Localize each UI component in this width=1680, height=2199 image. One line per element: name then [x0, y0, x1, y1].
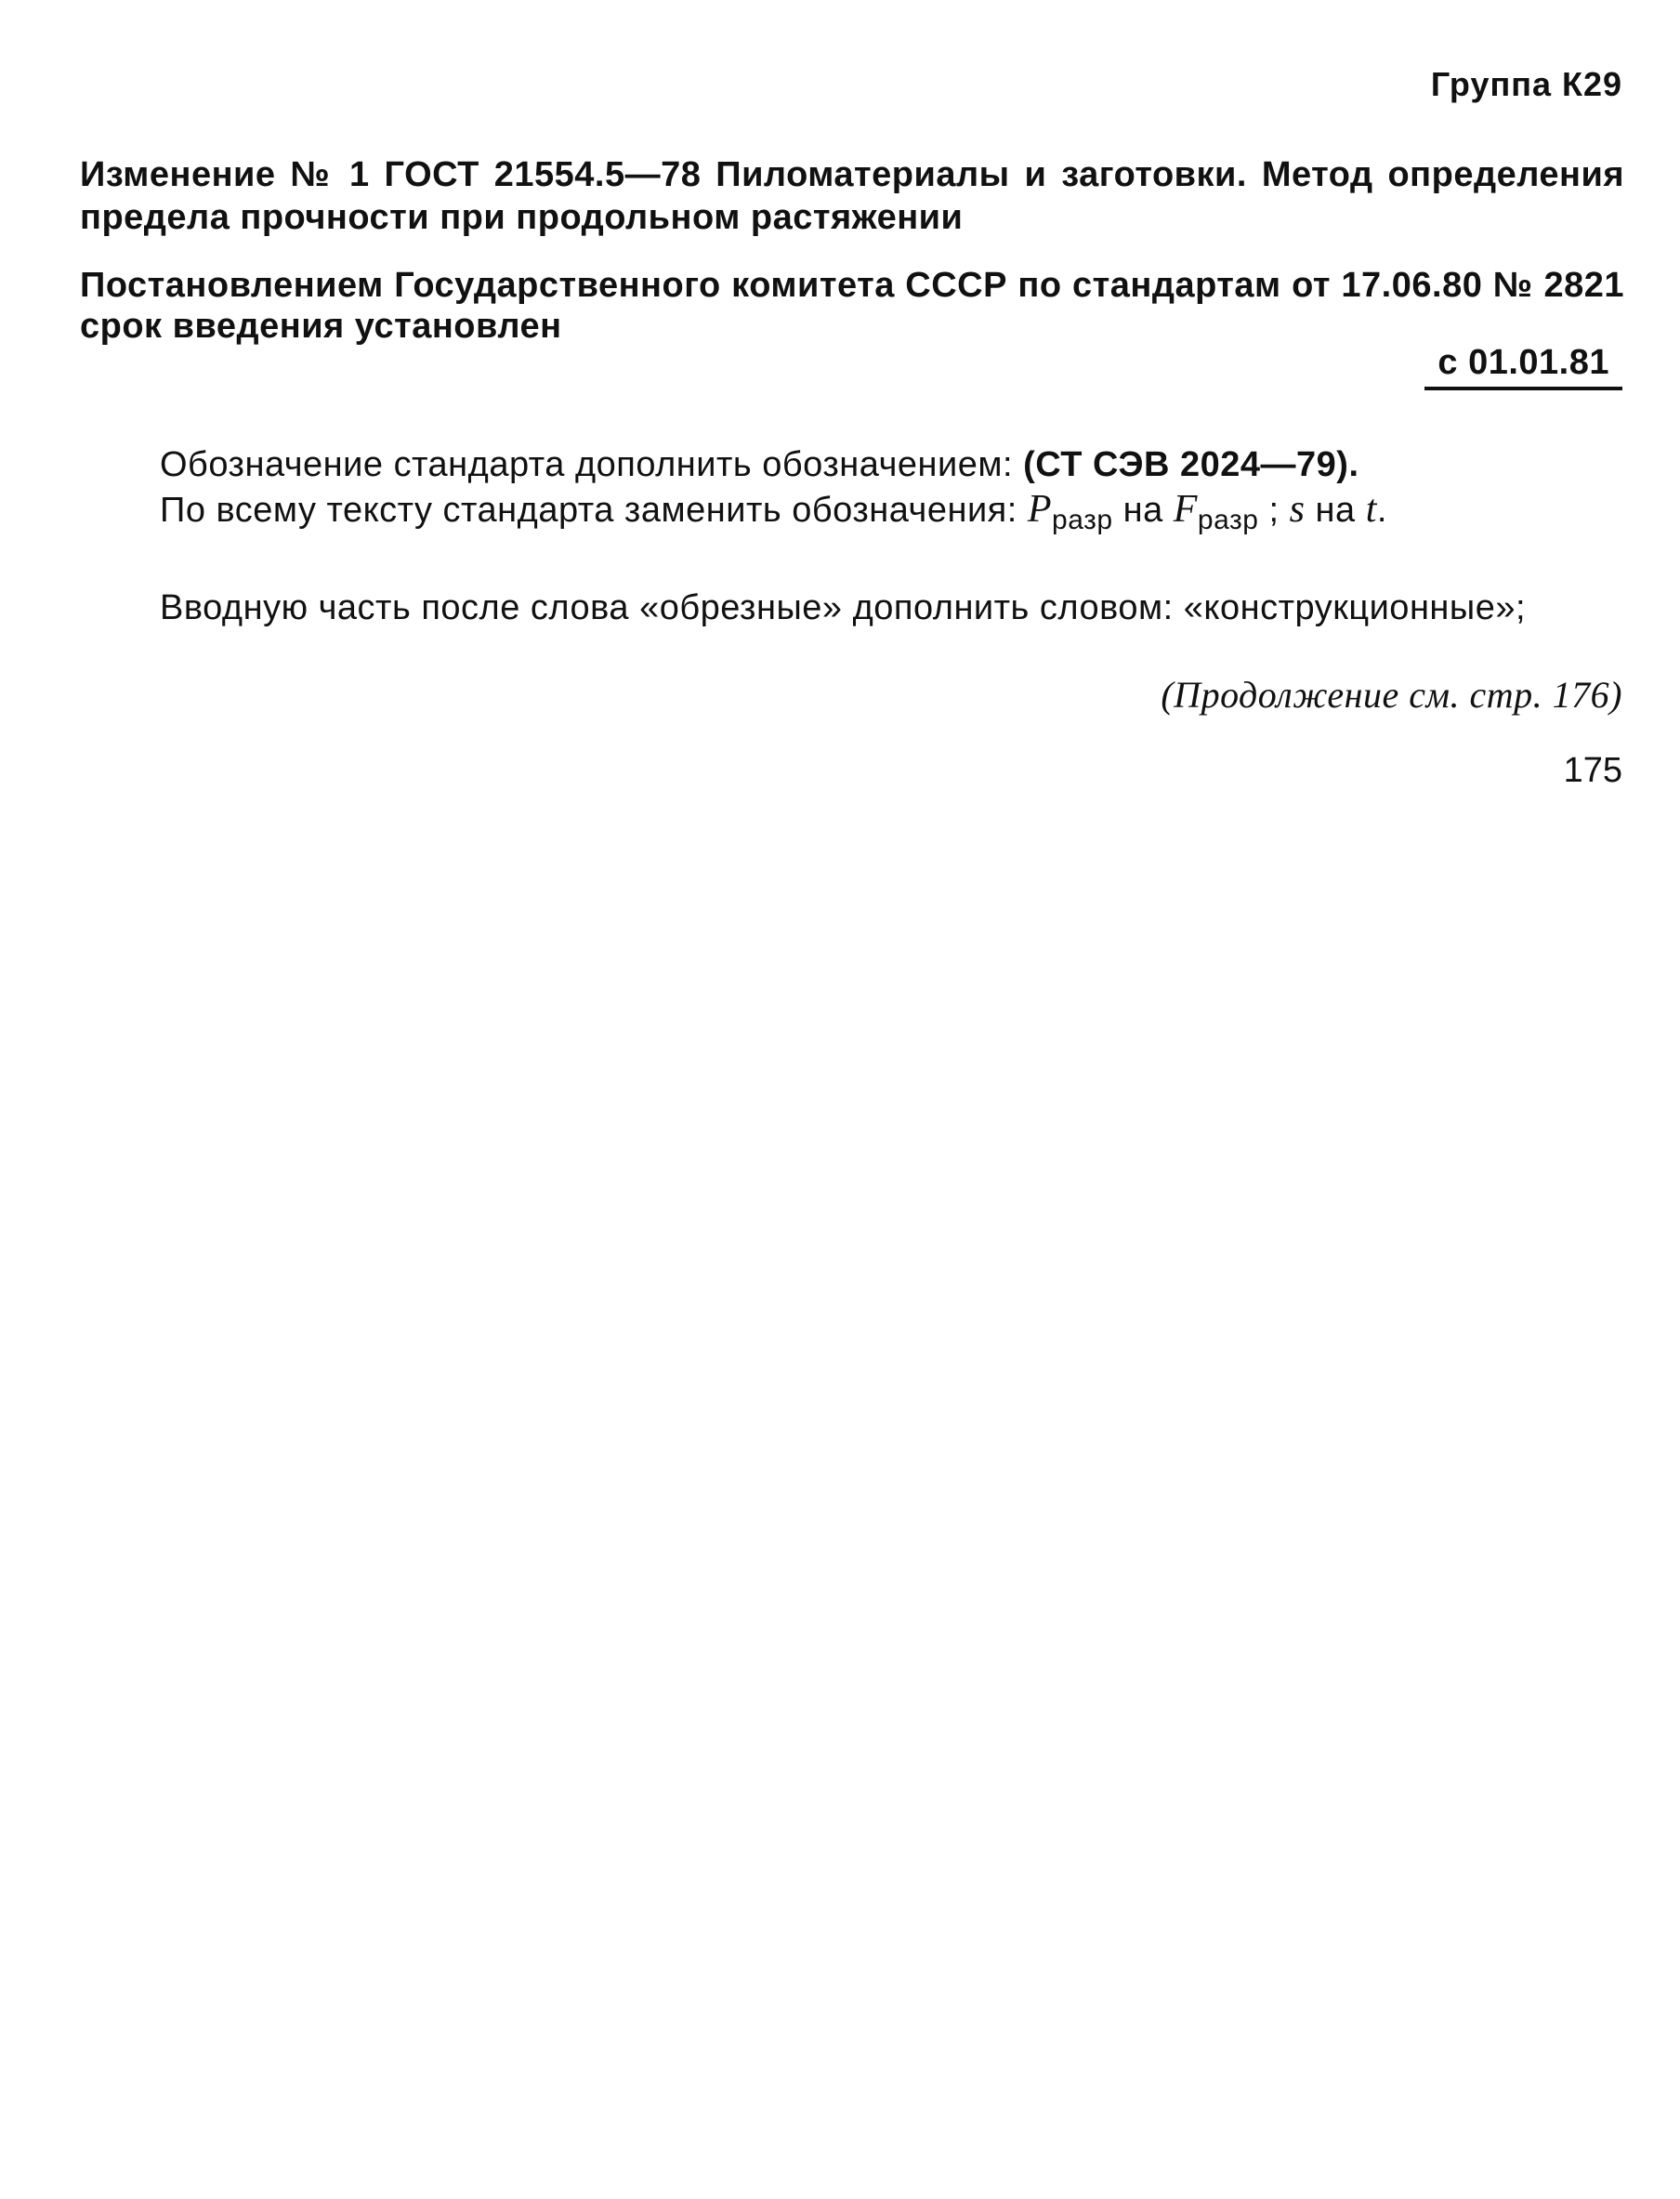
page-number: 175: [1563, 751, 1622, 790]
symbol-t: t: [1365, 488, 1377, 531]
symbol-s: s: [1289, 488, 1306, 531]
paragraph-symbols-lead: По всему тексту стандарта заменить обозначения:: [160, 491, 1017, 530]
amendment-heading: Изменение № 1 ГОСТ 21554.5—78 Пиломатериалы и заготовки. Метод определения предела прочности при продольном растяжении: [80, 155, 1624, 237]
sentence-end: .: [1376, 491, 1387, 530]
decree-text: Постановлением Государственного комитета СССР по стандартам от 17.06.80 № 2821 срок введения установлен: [80, 266, 1624, 346]
symbol-p-subscript: разр: [1052, 505, 1113, 535]
symbol-f-subscript: разр: [1197, 505, 1259, 535]
effective-date: с 01.01.81: [1424, 342, 1622, 390]
paragraph-intro: Вводную часть после слова «обрезные» дополнить словом: «конструкционные»;: [160, 588, 1527, 627]
paragraph-symbols: [80, 487, 1624, 543]
continuation-note: (Продолжение см. стр. 176): [1161, 674, 1622, 716]
paragraph-designation-text: Обозначение стандарта дополнить обозначением:: [160, 445, 1014, 484]
word-na-2: на: [1315, 491, 1356, 530]
symbol-f: F: [1173, 488, 1198, 531]
paragraph-designation: [80, 442, 1624, 487]
group-label: Группа К29: [1430, 65, 1622, 103]
word-na-1: на: [1122, 491, 1163, 530]
standard-code: (СТ СЭВ 2024—79).: [1023, 445, 1359, 484]
symbol-p: P: [1027, 488, 1053, 531]
separator: ;: [1268, 491, 1280, 530]
